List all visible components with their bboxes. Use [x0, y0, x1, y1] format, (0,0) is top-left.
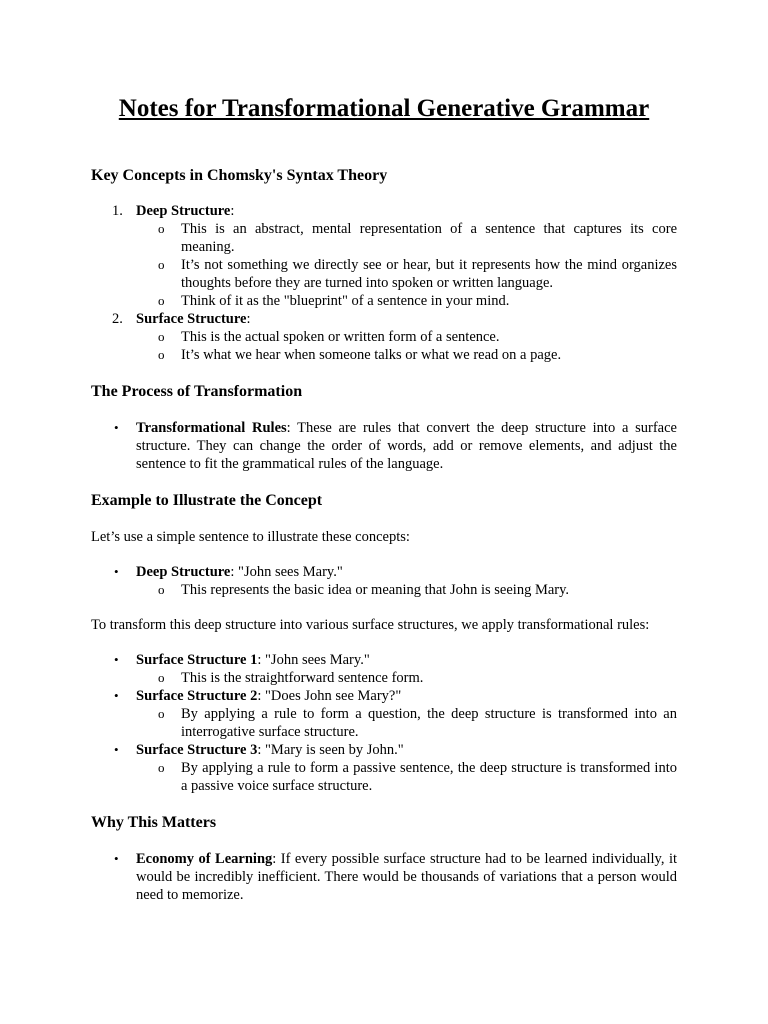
list-item-surface-2	[91, 687, 677, 741]
example-sentence: : "John sees Mary."	[257, 652, 370, 668]
term-deep-structure-example: Deep Structure	[136, 564, 231, 580]
surface-structures-list	[91, 651, 677, 795]
list-item	[136, 220, 677, 256]
heading-example: Example to Illustrate the Concept	[91, 492, 323, 509]
list-number: 2.	[112, 311, 123, 327]
list-item-deep-example	[91, 563, 677, 599]
bullet-icon: •	[114, 688, 119, 703]
surface-1-points	[136, 669, 677, 687]
point-text: It’s what we hear when someone talks or what we read on a page.	[181, 347, 562, 363]
term-deep-structure: Deep Structure	[136, 203, 231, 219]
term-surface-structure-2: Surface Structure 2	[136, 688, 258, 704]
point-text: By applying a rule to form a question, the deep structure is transformed into an interrogative surface structure.	[181, 706, 677, 740]
list-item	[136, 292, 677, 310]
list-item-surface-3	[91, 741, 677, 795]
bullet-icon: •	[114, 564, 119, 579]
circle-bullet-icon: o	[158, 670, 165, 685]
example-intro: Let’s use a simple sentence to illustrate these concepts:	[91, 529, 410, 545]
document-title: Notes for Transformational Generative Grammar	[118, 95, 650, 122]
list-item-transformational-rules	[91, 419, 677, 473]
point-text: It’s not something we directly see or hear, but it represents how the mind organizes thoughts before they are turned into spoken or written language.	[181, 257, 677, 291]
circle-bullet-icon: o	[158, 293, 165, 308]
heading-process: The Process of Transformation	[91, 383, 303, 400]
point-text: This is the straightforward sentence form.	[181, 670, 424, 686]
circle-bullet-icon: o	[158, 329, 165, 344]
term-surface-structure-1: Surface Structure 1	[136, 652, 258, 668]
surface-2-points	[136, 705, 677, 741]
deep-structure-points	[136, 220, 677, 310]
circle-bullet-icon: o	[158, 582, 165, 597]
list-item-economy-of-learning	[91, 850, 677, 904]
point-text: This is an abstract, mental representation of a sentence that captures its core meaning.	[181, 221, 677, 255]
list-item-surface-1	[91, 651, 677, 687]
key-concepts-list	[91, 202, 677, 364]
process-list	[91, 419, 677, 473]
bullet-text: : These are rules that convert the deep structure into a surface structure. They can change the order of words, add or remove elements, and adjust the sentence to fit the grammatical rules of the language.	[136, 420, 677, 472]
circle-bullet-icon: o	[158, 221, 165, 236]
bullet-icon: •	[114, 742, 119, 757]
transform-intro: To transform this deep structure into various surface structures, we apply transformational rules:	[91, 617, 650, 633]
point-text: Think of it as the "blueprint" of a sentence in your mind.	[181, 293, 510, 309]
deep-example-points	[136, 581, 677, 599]
list-item	[136, 346, 677, 364]
list-item	[136, 328, 677, 346]
list-item	[136, 669, 677, 687]
list-item	[136, 581, 677, 599]
example-sentence: : "Does John see Mary?"	[257, 688, 402, 704]
list-number: 1.	[112, 203, 123, 219]
circle-bullet-icon: o	[158, 347, 165, 362]
circle-bullet-icon: o	[158, 760, 165, 775]
deep-structure-example-list	[91, 563, 677, 599]
point-text: This represents the basic idea or meaning that John is seeing Mary.	[181, 582, 570, 598]
surface-structure-points	[136, 328, 677, 364]
term-separator: :	[246, 311, 251, 327]
list-item-surface-structure	[91, 310, 677, 364]
heading-why-this-matters: Why This Matters	[91, 814, 217, 831]
term-surface-structure-3: Surface Structure 3	[136, 742, 258, 758]
example-sentence: : "Mary is seen by John."	[257, 742, 404, 758]
list-item	[136, 759, 677, 795]
point-text: By applying a rule to form a passive sentence, the deep structure is transformed into a passive voice surface structure.	[181, 760, 677, 794]
bullet-text: : If every possible surface structure had to be learned individually, it would be incredibly inefficient. There would be thousands of variations that a person would need to memorize.	[136, 851, 678, 903]
list-item	[136, 705, 677, 741]
list-item	[136, 256, 677, 292]
bullet-icon: •	[114, 652, 119, 667]
bullet-icon: •	[114, 851, 119, 866]
circle-bullet-icon: o	[158, 706, 165, 721]
list-item-deep-structure	[91, 202, 677, 310]
term-transformational-rules: Transformational Rules	[136, 420, 287, 436]
term-separator: :	[230, 203, 235, 219]
term-economy-of-learning: Economy of Learning	[136, 851, 273, 867]
why-list	[91, 850, 677, 904]
surface-3-points	[136, 759, 677, 795]
term-surface-structure: Surface Structure	[136, 311, 247, 327]
example-sentence: : "John sees Mary."	[230, 564, 343, 580]
point-text: This is the actual spoken or written form of a sentence.	[181, 329, 500, 345]
bullet-icon: •	[114, 420, 119, 435]
circle-bullet-icon: o	[158, 257, 165, 272]
heading-key-concepts: Key Concepts in Chomsky's Syntax Theory	[91, 167, 388, 184]
